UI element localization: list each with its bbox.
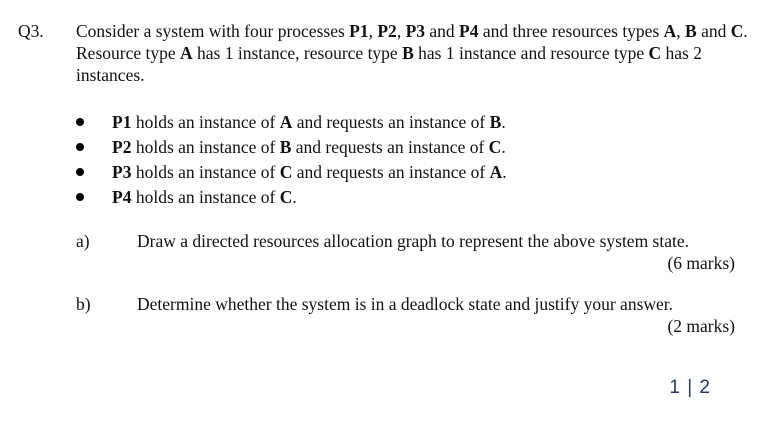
- bold-term: B: [402, 43, 414, 63]
- page-number: 1 | 2: [669, 377, 711, 398]
- bullet-dot: [76, 118, 84, 126]
- bullet-text: P4 holds an instance of C.: [112, 187, 297, 207]
- bold-term: A: [279, 112, 293, 132]
- bold-term: C: [730, 21, 744, 41]
- part-b-label: b): [76, 294, 91, 314]
- bold-term: P3: [405, 21, 426, 41]
- bold-term: C: [488, 137, 502, 157]
- bold-term: C: [279, 162, 293, 182]
- bold-term: A: [180, 43, 193, 63]
- part-b-marks: (2 marks): [667, 316, 735, 336]
- bold-term: P1: [349, 21, 369, 41]
- part-b-text: Determine whether the system is in a deadlock state and justify your answer.: [137, 294, 674, 314]
- bold-term: P2: [112, 137, 132, 157]
- part-a-marks: (6 marks): [667, 253, 735, 273]
- bullet-text: P1 holds an instance of A and requests an instance of B.: [112, 112, 506, 132]
- bold-term: A: [663, 21, 677, 41]
- bold-term: A: [489, 162, 503, 182]
- question-intro: Consider a system with four processes P1, P2, P3 and P4 and three resources types A, B and C. Resource type A has 1 instance, resource type B has 1 instance and resource type C has 2 instances.: [76, 21, 748, 85]
- bold-term: P2: [377, 21, 397, 41]
- bold-term: C: [648, 43, 662, 63]
- bullet-dot: [76, 193, 84, 201]
- part-a-text: Draw a directed resources allocation graph to represent the above system state.: [137, 231, 690, 251]
- question-number: Q3.: [18, 21, 44, 41]
- bold-term: B: [279, 137, 292, 157]
- bold-term: C: [279, 187, 293, 207]
- bold-term: B: [685, 21, 697, 41]
- bullet-text: P2 holds an instance of B and requests an instance of C.: [112, 137, 506, 157]
- part-a-label: a): [76, 231, 90, 251]
- bold-term: B: [489, 112, 502, 132]
- bold-term: P1: [112, 112, 132, 132]
- bullet-text: P3 holds an instance of C and requests an instance of A.: [112, 162, 507, 182]
- bold-term: P4: [459, 21, 479, 41]
- bold-term: P4: [112, 187, 132, 207]
- bold-term: P3: [112, 162, 132, 182]
- bullet-dot: [76, 168, 84, 176]
- bullet-dot: [76, 143, 84, 151]
